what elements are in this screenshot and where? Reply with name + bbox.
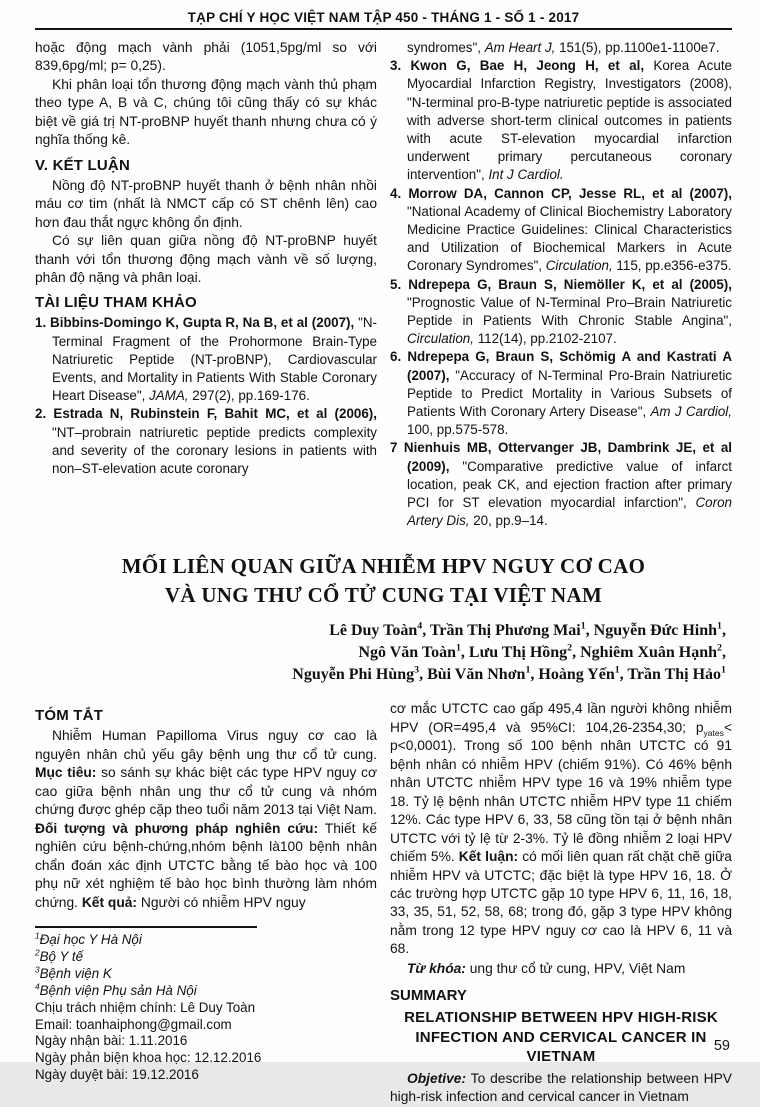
footnote-divider bbox=[35, 926, 257, 928]
footnote-email: Email: toanhaiphong@gmail.com bbox=[35, 1016, 232, 1032]
reference-item: 4. Morrow DA, Cannon CP, Jesse RL, et al (2007), "National Academy of Clinical Biochemistry Laboratory Medicine Practice Guidelines: Clinical Characteristics and Utilization of Biochemical Markers in Acute Coronary Syndromes", Circulation, 115, pp.e356-e375. bbox=[390, 185, 732, 274]
authors-block bbox=[35, 620, 726, 686]
article-title-line2: VÀ UNG THƯ CỔ TỬ CUNG TẠI VIỆT NAM bbox=[164, 583, 603, 608]
header-rule bbox=[35, 28, 732, 30]
reference-item: 7 Nienhuis MB, Ottervanger JB, Dambrink JE, et al (2009), "Comparative predictive value of infarct location, peak CK, and ejection fraction after primary PCI for ST elevation myocardial infarction", Coron Artery Dis, 20, pp.9–14. bbox=[390, 440, 732, 529]
abstract-text-left: Nhiễm Human Papilloma Virus nguy cơ cao là nguyên nhân chủ yếu gây bệnh ung thư cổ tử cung. Mục tiêu: so sánh sự khác biệt các type HPV nguy cơ cao giữa bệnh nhân ung thư cổ tử cung và nhóm chứng được ghép cặp theo tuổi năm 2013 tại Việt Nam. Đối tượng và phương pháp nghiên cứu: Thiết kế nghiên cứu bệnh-chứng,nhóm bệnh là100 bệnh nhân chẩn đoán xác định UTCTC bằng tế bào học và 100 phụ nữ xét nghiệm tế bào học bình thường làm nhóm chứng. Kết quả: Người có nhiễm HPV nguy bbox=[35, 728, 377, 910]
abstract-heading: TÓM TẮT bbox=[35, 707, 104, 725]
footnote-review-date: Ngày phản biện khoa học: 12.12.2016 bbox=[35, 1050, 262, 1066]
article-title-line1: MỐI LIÊN QUAN GIỮA NHIỄM HPV NGUY CƠ CAO bbox=[121, 554, 646, 579]
abstract-section bbox=[35, 700, 732, 1106]
journal-header: TẠP CHÍ Y HỌC VIỆT NAM TẬP 450 - THÁNG 1 - SỐ 1 - 2017 bbox=[187, 10, 580, 25]
keywords-line: Từ khóa: ung thư cổ tử cung, HPV, Việt Nam bbox=[407, 960, 686, 976]
footnote-accepted-date: Ngày duyệt bài: 19.12.2016 bbox=[35, 1067, 199, 1083]
references-right-column bbox=[390, 39, 732, 530]
references-heading: TÀI LIỆU THAM KHẢO bbox=[35, 294, 197, 312]
footnote-affiliation: $^1$Đại học Y Hà Nội bbox=[35, 930, 142, 948]
footnote-affiliation: $^2$Bộ Y tế bbox=[35, 947, 84, 964]
reference-item: 5. Ndrepepa G, Braun S, Niemöller K, et al (2005), "Prognostic Value of N-Terminal Pro–Brain Natriuretic Peptide in Patients With Chronic Stable Angina", Circulation, 112(14), pp.2102-2107. bbox=[390, 276, 732, 347]
article-title bbox=[35, 552, 732, 610]
summary-title: RELATIONSHIP BETWEEN HPV HIGH-RISK INFECTION AND CERVICAL CANCER IN VIETNAM bbox=[404, 1009, 718, 1066]
abstract-right-column bbox=[390, 700, 732, 1106]
authors-line: Nguyễn Phi Hùng$^3$, Bùi Văn Nhơn$^1$, Hoàng Yến$^1$, Trần Thị Hảo$^1$ bbox=[292, 665, 726, 684]
summary-objective: Objetive: To describe the relationship between HPV high-risk infection and cervical cancer in Vietnam bbox=[390, 1070, 732, 1105]
footnote-affiliation: $^3$Bệnh viện K bbox=[35, 964, 112, 981]
conclusion-heading: V. KẾT LUẬN bbox=[35, 156, 130, 174]
reference-item: 6. Ndrepepa G, Braun S, Schömig A and Kastrati A (2007), "Accuracy of N-Terminal Pro-Brain Natriuretic Peptide to Predict Mortality in Various Subsets of Patients With Coronary Artery Disease", Am J Cardiol, 100, pp.575-578. bbox=[390, 349, 733, 438]
abstract-text-right: cơ mắc UTCTC cao gấp 495,4 lần người không nhiễm HPV (OR=495,4 và 95%CI: 104,26-2354,30; $p_{yates}< p<0,0001$). Trong số 100 bệnh nhân UTCTC có 91 bệnh nhân có nhiễm HPV (chiếm 91%). Có 46% bệnh nhân UTCTC nhiễm HPV type 16 và 19% nhiễm type 18. Tỷ lệ bệnh nhân UTCTC nhiễm HPV type 11 chiếm 12%. Các type HPV 6, 33, 58 cũng tồn tại ở bệnh nhân UTCTC với tỷ lệ từ 2-3%. Tỷ lê đồng nhiễm 2 loại HPV chiếm 5%. Kết luận: có mối liên quan rất chặt chẽ giữa nhiễm HPV và UTCTC; đặc biệt là type HPV 16, 18. Ở các trường hợp UTCTC gặp 10 type HPV 6, 11, 16, 18, 33, 35, 51, 52, 58, 68; trong đó, gặp 3 type HPV không nằm trong 12 type HPV nguy cơ cao là HPV 6, 11 và 68. bbox=[390, 701, 732, 957]
footnote-affiliation: $^4$Bệnh viện Phụ sản Hà Nội bbox=[35, 981, 197, 998]
reference-item: 2. Estrada N, Rubinstein F, Bahit MC, et al (2006), "NT–probrain natriuretic peptide predicts complexity and severity of the coronary lesions in patients with non–ST-elevation acute coronary bbox=[35, 406, 377, 477]
references-section bbox=[35, 39, 732, 530]
footnote-block bbox=[35, 926, 377, 1084]
paragraph: Có sự liên quan giữa nồng độ NT-proBNP huyết thanh với tổn thương động mạch vành về số lượng, phân độ nặng và phân loại. bbox=[35, 233, 377, 285]
page-number: 59 bbox=[713, 1038, 730, 1054]
reference-item: 1. Bibbins-Domingo K, Gupta R, Na B, et al (2007), "N-Terminal Fragment of the Prohormone Brain-Type Natriuretic Peptide (NT-proBNP), Cardiovascular Events, and Mortality in Patients With Stable Coronary Heart Disease", JAMA, 297(2), pp.169-176. bbox=[35, 315, 377, 404]
references-left-column bbox=[35, 39, 377, 530]
paragraph: hoặc động mạch vành phải (1051,5pg/ml so với 839,6pg/ml; p= 0,25). bbox=[35, 40, 377, 74]
footnote-received-date: Ngày nhận bài: 1.11.2016 bbox=[35, 1033, 188, 1049]
summary-heading: SUMMARY bbox=[390, 987, 467, 1005]
reference-continuation: syndromes", Am Heart J, 151(5), pp.1100e1-1100e7. bbox=[407, 40, 720, 55]
authors-line: Ngô Văn Toàn$^1$, Lưu Thị Hồng$^2$, Nghiêm Xuân Hạnh$^2$, bbox=[358, 643, 726, 662]
footnote-corresponding-author: Chịu trách nhiệm chính: Lê Duy Toàn bbox=[35, 999, 256, 1015]
authors-line: Lê Duy Toàn$^4$, Trần Thị Phương Mai$^1$, Nguyễn Đức Hinh$^1$, bbox=[329, 621, 726, 640]
paragraph: Khi phân loại tổn thương động mạch vành thủ phạm theo type A, B và C, chúng tôi cũng thấy có sự khác biệt về giá trị NT-proBNP huyết thanh nhưng chưa có ý nghĩa thống kê. bbox=[35, 76, 377, 148]
abstract-left-column bbox=[35, 700, 377, 1106]
reference-item: 3. Kwon G, Bae H, Jeong H, et al, Korea Acute Myocardial Infarction Registry, Investigators (2008), "N-terminal pro-B-type natriuretic peptide is associated with adverse short-term clinical outcomes in patients with acute ST-elevation myocardial infarction underwent primary percutaneous coronary intervention", Int J Cardiol. bbox=[390, 58, 732, 183]
paragraph: Nồng độ NT-proBNP huyết thanh ở bệnh nhân nhồi máu cơ tim (nhất là NMCT cấp có ST chênh lên) cao hơn đau thắt ngực không ổn định. bbox=[35, 177, 377, 230]
